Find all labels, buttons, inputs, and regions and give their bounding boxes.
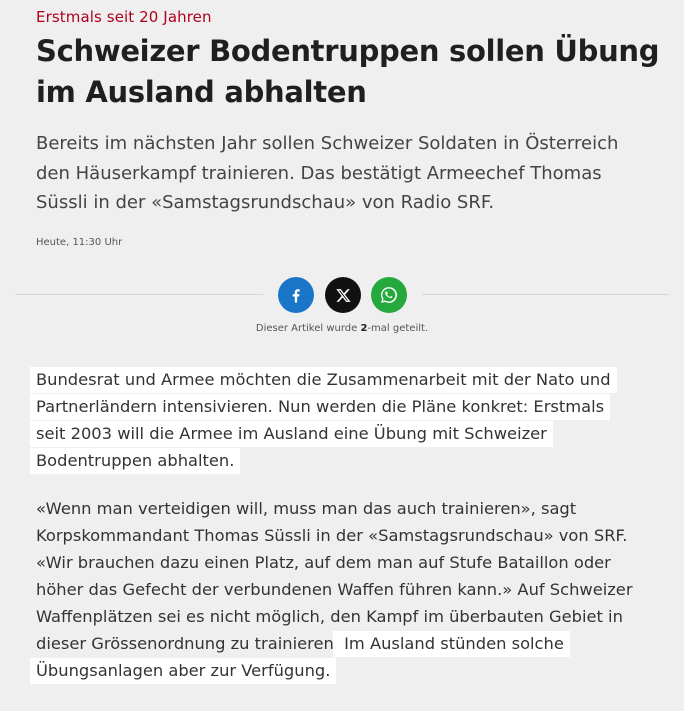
publish-date: Heute, 11:30 Uhr [36, 237, 123, 248]
share-count-number: 2 [360, 323, 368, 334]
share-x-button[interactable] [325, 277, 361, 313]
facebook-icon [287, 286, 305, 304]
whatsapp-icon [379, 285, 399, 305]
share-count [0, 323, 684, 334]
share-facebook-button[interactable] [278, 277, 314, 313]
kicker: Erstmals seit 20 Jahren [36, 8, 212, 26]
body-paragraph-1 [36, 366, 621, 474]
share-divider-left [15, 294, 263, 295]
body-paragraph-2-highlight: Im Ausland stünden solche Übungsanlagen aber zur Verfügung. [36, 631, 564, 684]
body-paragraph-1-text: Bundesrat und Armee möchten die Zusammenarbeit mit der Nato und Partnerländern intensivieren. Nun werden die Pläne konkret: Erstmals seit 2003 will die Armee im Ausland eine Übung mit Schweizer Bodentruppen abhalten. [36, 367, 611, 474]
share-count-prefix: Dieser Artikel wurde [255, 323, 361, 334]
article-lead: Bereits im nächsten Jahr sollen Schweizer Soldaten in Österreich den Häuserkampf trainieren. Das bestätigt Armeechef Thomas Süssli in der «Samstagsrundschau» von Radio SRF. [36, 133, 619, 213]
x-icon [335, 287, 352, 304]
share-count-suffix: -mal geteilt. [367, 323, 429, 334]
share-whatsapp-button[interactable] [371, 277, 407, 313]
body-paragraph-2 [36, 495, 644, 684]
share-divider-right [422, 294, 669, 295]
article-title: Schweizer Bodentruppen sollen Übung im Ausland abhalten [36, 34, 660, 109]
body-paragraph-2-text: «Wenn man verteidigen will, muss man das auch trainieren», sagt Korpskommandant Thomas Süssli in der «Samstagsrundschau» von SRF. «Wir brauchen dazu einen Platz, auf dem man auf Stufe Bataillon oder höher das Gefecht der verbundenen Waffen führen kann.» Auf Schweizer Waffenplätzen sei es nicht möglich, den Kampf im überbauten Gebiet in dieser Grössenordnung zu trainieren. [36, 499, 633, 653]
